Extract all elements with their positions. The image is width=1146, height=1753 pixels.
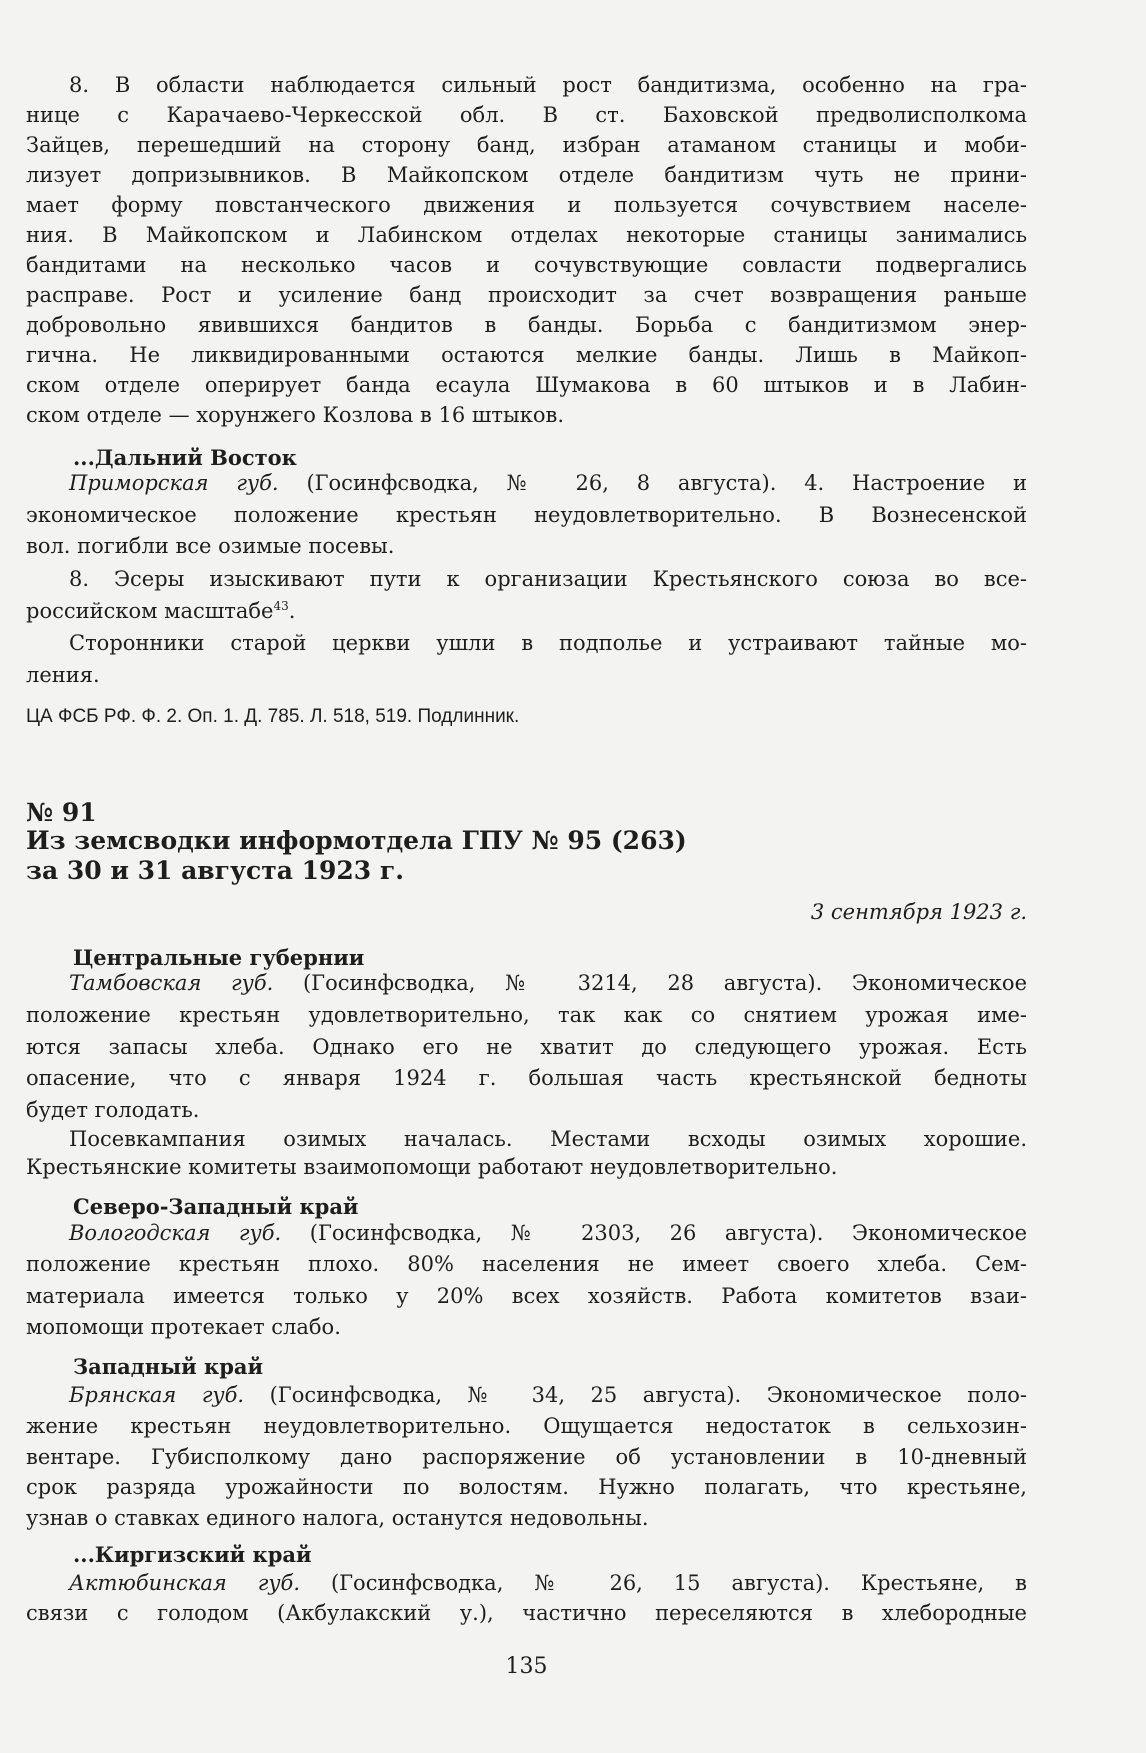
text-segment: 8. В области наблюдается сильный рост бандитизма, особенно на гра- <box>69 73 1027 97</box>
text-line <box>26 1442 1027 1473</box>
text-segment: Зайцев, перешедший на сторону банд, избран атаманом станицы и моби- <box>26 133 1027 157</box>
text-segment: лизует допризывников. В Майкопском отделе бандитизм чуть не прини- <box>26 163 1027 187</box>
text-segment: вол. погибли все озимые посевы. <box>26 534 395 558</box>
text-segment: ления. <box>26 663 100 687</box>
province-name: Актюбинская губ. <box>69 1571 300 1595</box>
text-line <box>26 190 1027 220</box>
text-segment: вентаре. Губисполкому дано распоряжение об установлении в 10-дневный <box>26 1444 1027 1469</box>
text-line <box>26 1125 1027 1153</box>
text-segment: добровольно явившихся бандитов в банды. Борьба с бандитизмом энер- <box>26 313 1027 337</box>
document-title-line-2: за 30 и 31 августа 1923 г. <box>26 856 404 885</box>
text-line <box>26 1411 1027 1442</box>
text-segment: мопомощи протекает слабо. <box>26 1314 341 1339</box>
text-segment: узнав о ставках единого налога, останутся недовольны. <box>26 1506 649 1531</box>
document-title-line-1: Из земсводки информотдела ГПУ № 95 (263) <box>26 826 687 855</box>
text-segment: гична. Не ликвидированными остаются мелкие банды. Лишь в Майкоп- <box>26 343 1027 367</box>
paragraph-aktyubinsk <box>26 1568 1027 1628</box>
region-heading-north-west: Северо-Западный край <box>73 1194 359 1219</box>
text-segment: положение крестьян плохо. 80% населения не имеет своего хлеба. Сем- <box>26 1252 1027 1277</box>
region-heading-kirghiz: ...Киргизский край <box>73 1542 312 1567</box>
text-line <box>26 531 1027 563</box>
text-line <box>26 370 1027 400</box>
text-segment: Крестьянские комитеты взаимопомощи работают неудовлетворительно. <box>26 1155 838 1179</box>
text-line <box>26 1472 1027 1503</box>
text-segment: (Госинфсводка, № 26, 15 августа). Крестьяне, в <box>300 1571 1027 1595</box>
paragraph-tambov <box>26 968 1027 1127</box>
region-heading-west: Западный край <box>73 1354 264 1379</box>
text-line <box>26 310 1027 340</box>
text-line <box>26 1095 1027 1127</box>
text-line <box>26 563 1027 595</box>
paragraph-banditry <box>26 70 1027 430</box>
text-line <box>26 1063 1027 1095</box>
text-segment: опасение, что с января 1924 г. большая часть крестьянской бедноты <box>26 1066 1027 1091</box>
text-segment: срок разряда урожайности по волостям. Нужно полагать, что крестьяне, <box>26 1475 1027 1500</box>
text-segment: 8. Эсеры изыскивают пути к организации Крестьянского союза во все- <box>69 567 1027 591</box>
text-line <box>26 160 1027 190</box>
region-heading-central: Центральные губернии <box>73 945 365 970</box>
text-line <box>26 340 1027 370</box>
text-line <box>26 1000 1027 1032</box>
province-name: Приморская губ. <box>69 471 279 495</box>
text-line <box>26 468 1027 500</box>
text-segment: материала имеется только у 20% всех хозяйств. Работа комитетов взаи- <box>26 1283 1027 1308</box>
text-line <box>26 1568 1027 1598</box>
text-segment: ском отделе оперирует банда есаула Шумакова в 60 штыков и в Лабин- <box>26 373 1027 397</box>
paragraph-esery <box>26 563 1027 627</box>
province-name: Брянская губ. <box>69 1383 245 1407</box>
document-number: № 91 <box>26 798 97 827</box>
text-line <box>26 220 1027 250</box>
text-segment: (Госинфсводка, № 2303, 26 августа). Экономическое <box>281 1221 1028 1245</box>
text-segment: экономическое положение крестьян неудовлетворительно. В Вознесенской <box>26 502 1027 527</box>
province-name: Тамбовская губ. <box>69 971 274 995</box>
province-name: Вологодская губ. <box>69 1221 282 1245</box>
text-line <box>26 1503 1027 1534</box>
text-segment: Сторонники старой церкви ушли в подполье и устраивают тайные мо- <box>69 631 1027 655</box>
archive-source: ЦА ФСБ РФ. Ф. 2. Оп. 1. Д. 785. Л. 518, 519. Подлинник. <box>26 706 520 727</box>
text-line <box>26 130 1027 160</box>
text-line <box>26 595 1027 627</box>
text-line <box>26 250 1027 280</box>
text-line <box>26 1218 1027 1249</box>
text-segment: (Госинфсводка, № 3214, 28 августа). Экономическое <box>273 971 1028 995</box>
text-line <box>26 1281 1027 1312</box>
text-segment: (Госинфсводка, № 34, 25 августа). Экономическое поло- <box>244 1383 1028 1407</box>
paragraph-sowing <box>26 1125 1027 1181</box>
text-segment: ском отделе — хорунжего Козлова в 16 штыков. <box>26 403 564 427</box>
text-line <box>26 1380 1027 1411</box>
text-line <box>26 1312 1027 1343</box>
text-segment: будет голодать. <box>26 1098 200 1122</box>
text-line <box>26 1032 1027 1064</box>
text-segment: . <box>288 599 296 623</box>
footnote-ref[interactable]: 43 <box>273 599 289 613</box>
document-date: 3 сентября 1923 г. <box>810 900 1027 924</box>
page-number: 135 <box>505 1654 548 1679</box>
text-line <box>26 500 1027 532</box>
text-line <box>26 1153 1027 1181</box>
text-segment: ния. В Майкопском и Лабинском отделах некоторые станицы занимались <box>26 223 1027 247</box>
text-segment: нице с Карачаево-Черкесской обл. В ст. Баховской предволисполкома <box>26 103 1027 127</box>
text-segment: положение крестьян удовлетворительно, так как со снятием урожая име- <box>26 1002 1027 1027</box>
text-line <box>26 400 1027 430</box>
text-segment: жение крестьян неудовлетворительно. Ощущается недостаток в сельхозин- <box>26 1413 1027 1438</box>
text-line <box>26 659 1027 691</box>
text-segment: мает форму повстанческого движения и пользуется сочувствием населе- <box>26 193 1027 217</box>
paragraph-primorskaya <box>26 468 1027 563</box>
paragraph-old-church <box>26 627 1027 691</box>
text-segment: российском масштабе <box>26 599 274 623</box>
text-line <box>26 280 1027 310</box>
text-line <box>26 70 1027 100</box>
text-segment: связи с голодом (Акбулакский у.), частично переселяются в хлебородные <box>26 1601 1027 1625</box>
region-heading-far-east: ...Дальний Восток <box>73 445 297 470</box>
text-line <box>26 1249 1027 1280</box>
text-segment: бандитами на несколько часов и сочувствующие совласти подвергались <box>26 253 1027 277</box>
text-line <box>26 100 1027 130</box>
text-segment: (Госинфсводка, № 26, 8 августа). 4. Настроение и <box>278 471 1028 495</box>
text-segment: Посевкампания озимых началась. Местами всходы озимых хорошие. <box>69 1127 1027 1151</box>
text-line <box>26 968 1027 1000</box>
text-segment: ются запасы хлеба. Однако его не хватит до следующего урожая. Есть <box>26 1034 1027 1059</box>
paragraph-vologda <box>26 1218 1027 1343</box>
text-line <box>26 1598 1027 1628</box>
text-line <box>26 627 1027 659</box>
paragraph-bryansk <box>26 1380 1027 1534</box>
text-segment: расправе. Рост и усиление банд происходит за счет возвращения раньше <box>26 283 1027 307</box>
